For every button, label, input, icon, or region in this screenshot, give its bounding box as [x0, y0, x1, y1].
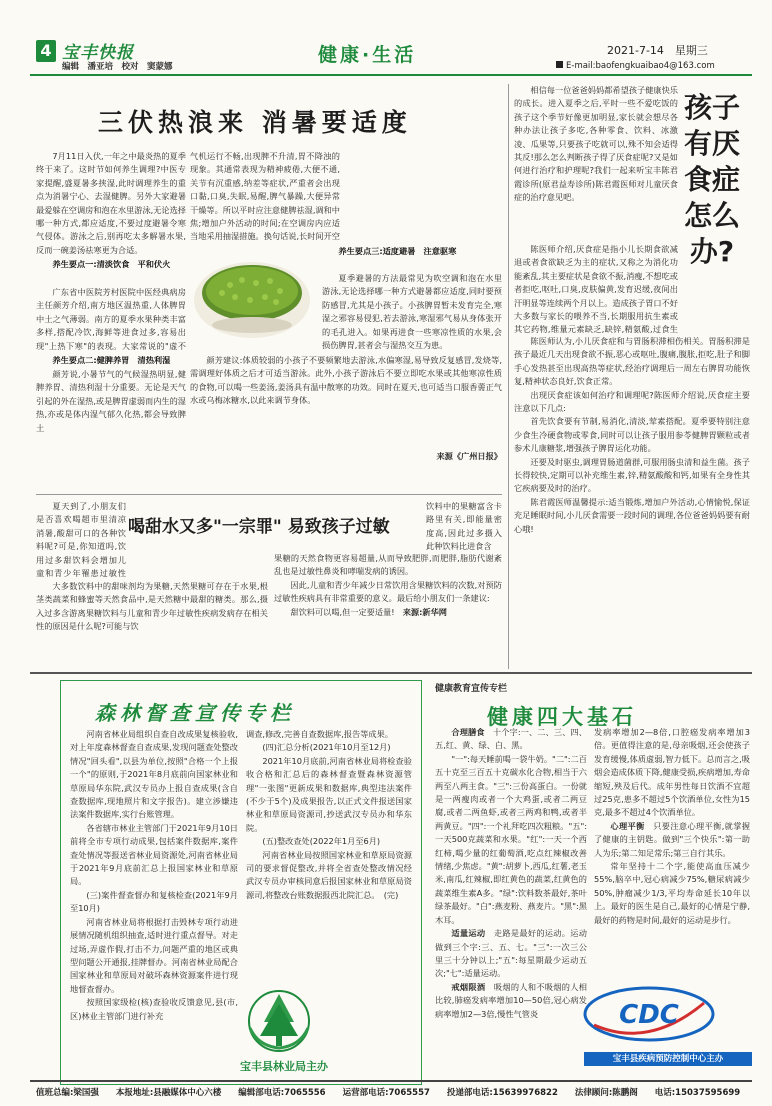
article2-intro: 相信每一位爸爸妈妈都希望孩子健康快乐的成长。进入夏季之后,平时一些不爱吃饭的孩子这个季节好像更加明显,家长就会想尽各种办法让孩子多吃,各种零食、饮料、冰激凌、瓜果等,只要孩子吃就可以,殊不知会适得其反!那么怎么判断孩子得了厌食症呢?又是如何进行治疗和护理呢?我们一起来听宝丰陈君霞诊所(原君益寿诊所)陈君霞医师对儿童厌食症的治疗意见吧。 [514, 85, 678, 203]
header-rule [30, 74, 752, 76]
email-line [556, 61, 715, 71]
article3-lead: 夏天到了,小朋友们是否喜欢喝超市里清凉消暑,酸甜可口的各种饮料呢?可是,你知道吗,饮用过多甜饮料会增加儿童和青少年罹患过敏性 [36, 501, 126, 579]
health-topic-diet: 合理膳食 [451, 727, 485, 737]
forest-col2: 调查,修改,完善自查数据库,报告等成果。 (四)汇总分析(2021年10月至12月) 2021年10月底前,河南省林业局将检查验收合格和汇总后的森林督查暨森林资源管理"一张图"更新成果和数据库,典型违法案件(不少于5个)及成果报告,以正式文件报送国家林业和草原局资源司,抄送武汉专员办和华东院。 (五)整改查处(2022年1月至6月) 河南省林业局按照国家林业和草原局资源司的要求督促整改,并将全省查处整改情况经武汉专员办审核同意后报国家林业和草原局资源司,将整改台账数据报西北院汇总。 (完) [246, 729, 412, 900]
mung-bean-bowl-image [190, 245, 315, 345]
cdc-letters: CDC [619, 1000, 679, 1030]
article3-advice: 甜饮料可以喝,但一定要适量! [290, 606, 395, 617]
health-col2: 发病率增加2—8倍,口腔癌发病率增加3倍。更值得注意的是,母亲吸烟,还会使孩子发育缓慢,体质虚弱,智力低下。总而言之,吸烟会造成体质下降,健康受损,疾病增加,寿命缩短,殃及后代。成年男性每日饮酒不宜超过25克,患多不超过5个饮酒单位,女性为15克,最多不超过4个饮酒单位。 心理平衡 只要注意心理平衡,就掌握了健康的主钥匙。做到"三个快乐":第一助人为乐;第二知足常乐;第三自行其乐。 常年坚持十二个字,能使高血压减少55%,脑卒中,冠心病减少75%,糖尿病减少50%,肿瘤减少1/3,平均寿命延长10年以上。最好的医生是自己,最好的心情是宁静,最好的药物是时间,最好的运动是步行。 [594, 727, 750, 925]
article1-sub3: 养生要点三:适度避暑 注意驱寒 [338, 246, 457, 256]
article1-sub2: 养生要点二:健脾养胃 清热利湿 [52, 355, 171, 365]
article3-col1: 大多数饮料中的甜味剂均为果糖,天然果糖可存在于水果,根茎类蔬菜和蜂蜜等天然食品中,是天然糖中最甜的糖类。那么,摄入过多含游离果糖饮料与儿童和青少年过敏性疾病发病存在相关性的原因是什么呢?可能与饮 [36, 581, 268, 632]
article1-col1e: 颜芳说,小暑节气的气候湿热明显,健脾养胃、清热利湿十分重要。无论是天气引起的外在湿热,或是脾胃虚弱而内生的湿热,亦或是体内湿气郁久化热,都会导致脾土 [36, 369, 186, 433]
footer-rule [30, 1080, 752, 1082]
article2-body: 陈医师认为,小儿厌食症和与胃肠积滞相伤相关。胃肠积滞是孩子最近几天出现食欲不振,恶心或呕吐,腹痛,腹胀,拒吃,肚子和脚手心发热甚至出现高热等症状,经治疗调理后一周左右脾胃功能恢复,精神状态良好,饮食正常。 出现厌食症该如何治疗和调理呢?陈医师介绍说,厌食症主要注意以下几点: 首先饮食要有节制,易消化,清淡,荤素搭配。夏季要特别注意少食生冷硬食物或零食,同时可以让孩子服用参苓健脾胃颗粒或者参术儿康糖浆,增强孩子脾胃运化功能。 还要及时驱虫,调理胃肠道菌群,可服用肠虫清和益生菌。孩子长得较快,定期可以补充维生素,锌,精氨酸酸和钙,如果有全身性其它疾病要及时的治疗。 陈君霞医师温馨提示:适当锻炼,增加户外活动,心情愉悦,保证充足睡眠时间,小儿厌食需要一段时间的调理,各位爸爸妈妈要有耐心哦! [514, 336, 750, 534]
cdc-caption: 宝丰县疾病预防控制中心主办 [584, 1052, 752, 1066]
column-divider [508, 84, 509, 669]
article3-col2-lead: 饮料中的果糖富含卡路里有关,即能量密度高,因此过多摄入此种饮料比进食含 [426, 501, 502, 552]
article3-source: 来源:新华网 [402, 606, 447, 617]
forest-logo-caption: 宝丰县林业局主办 [240, 1060, 328, 1073]
article2-title: 孩子有厌食症怎么办? [684, 91, 741, 268]
editors-line: 编辑 潘亚培 校对 窦蒙娜 [62, 62, 173, 72]
article1-col1b: 广东省中医院芳村医院中医经典病房主任颜芳介绍,南方地区温热重,人体脾胃中土之气薄弱。南方的夏季水果种类丰富多样,搭配冷饮,海鲜等进食过多,容易出现"上热下寒"的表现。大家常说的"虚不 [36, 287, 186, 351]
article3-title: 喝甜水又多"一宗罪" 易致孩子过敏 [128, 517, 390, 537]
issue-date: 2021-7-14 星期三 [607, 44, 708, 57]
article1-sub1: 养生要点一:清淡饮食 平和伏火 [52, 259, 171, 269]
article1-col3-body2: 颜芳建议:体质较弱的小孩子不要频繁地去游泳,水偏寒湿,易导致反复感冒,发烧等,需调理好体质之后才可适当游泳。此外,小孩子游泳后不要立即吃水果或其他寒凉性质的食物,可以喝一些姜汤,姜汤具有温中散寒的功效。同时在夏天,也可适当口服香薷正气水或乌梅冰糖水,以此来调节身体。 [190, 355, 502, 406]
cdc-logo-icon [580, 983, 718, 1045]
forest-column-title: 森林督查宣传专栏 [95, 701, 295, 725]
forestry-logo-icon [238, 988, 320, 1054]
square-bullet-icon [556, 61, 563, 68]
article1-col2-top: 气机运行不畅,出现脾不升清,胃不降浊的现象。其通常表现为精神疲倦,大便不通,关节有沉重感,纳差等症状,严重者会出现口黏,口臭,失眠,易醒,脾气暴躁,大便异常干燥等。所以平时应注意健脾祛湿,调和中焦;增加户外活动的时间;在空调房内应适当地采用抽湿措施。换句话说,长时间开空 [190, 151, 340, 242]
email-text: E-mail:baofengkuaibao4@163.com [566, 61, 715, 71]
mid-rule [30, 672, 752, 674]
health-col1: 合理膳食 十个字:一、二、三、四、五,红、黄、绿、白、黑。 "一":每天睡前喝一袋牛奶。"二":二百五十克至三百五十克碳水化合物,相当于六两至八两主食。"三":三份高蛋白。一份就是一两瘦肉或者一个大鸡蛋,或者二两豆腐,或者二两鱼虾,或者三两鸡和鸭,或者半两黄豆。"四":一个礼拜吃四次粗粮。"五":一天500克蔬菜和水果。"红":一天一个西红柿,喝少量的红葡萄酒,吃点红辣椒改善情绪,少焦虑。"黄":胡萝卜,西瓜,红薯,老玉米,南瓜,红辣椒,即红黄色的蔬菜,红黄色的蔬菜维生素A多。"绿":饮料数茶最好,茶叶绿茶最好。"白":燕麦粉、燕麦片。"黑":黑木耳。 适量运动 走路是最好的运动。运动做到三个字:三、五、七。"三":一次三公里三十分钟以上;"五":每星期最少运动五次;"七":适量运动。 戒烟限酒 吸烟的人和不吸烟的人相比较,肺癌发病率增加10—50倍,冠心病发病率增加2—3倍,慢性气管炎 [435, 727, 587, 1019]
article3-col2: 果糖的天然食物更容易超量,从而导致肥胖,而肥胖,脂肪代谢紊乱也是过敏性鼻炎和哮喘发病的诱因。 因此,儿童和青少年减少日常饮用含果糖饮料的次数,对预防过敏性疾病具有非常重要的意义。最后给小朋友们一条建议: 甜饮料可以喝,但一定要适量! 来源:新华网 [274, 553, 502, 617]
health-kicker: 健康教育宣传专栏 [435, 684, 508, 694]
footer-info: 值班总编:梁国强 本报地址:县融媒体中心六楼 编辑部电话:7065556 运营部电话:7065557 投递部电话:15639976822 法律顾问:陈鹏阁 电话:15037595699 [36, 1088, 741, 1098]
health-topic-exercise: 适量运动 [451, 928, 486, 939]
article1-col3-sub [322, 245, 502, 269]
forest-col1: 河南省林业局组织自查自改成果复核验收,对上年度森林督查自查成果,发现问题查处整改情况"回头看",以县为单位,按照"合格一个上报一个"的原则,于2021年8月底前向国家林业和草原局华东院,武汉专员办上报自查成果(含自查数据库,现地照片和文字报告)。建立涉嫌违法案件数据库,实行台账管理。 各省辖市林业主管部门于2021年9月10日前将全市专项行动成果,包括案件数据库,案件查处情况等报送省林业局资源处,河南省林业局于2021年9月底前汇总上报国家林业和草原局。 (三)案件督查督办和复核检查(2021年9月至10月) 河南省林业局将根据打击毁林专项行动进展情况随机组织抽查,适时进行重点督导。对走过场,弄虚作假,打击不力,问题严重的地区或典型问题公开通报,挂牌督办。河南省林业局配合国家林业和草原局对破坏森林资源案件进行现地督查督办。 按照国家级检(核)查验收反馈意见,县(市,区)林业主管部门进行补充 [70, 729, 238, 1021]
health-topic-mental: 心理平衡 [610, 820, 645, 831]
article1-source: 来源《广州日报》 [436, 451, 502, 461]
page-number: 4 [36, 40, 56, 62]
article1-col3-body: 夏季避暑的方法最常见为吹空调和泡在水里游泳,无论选择哪一种方式避暑都应适度,同时要预防感冒,尤其是小孩子。小孩脾胃暂未发育完全,寒湿之邪容易侵犯,若去游泳,寒湿邪气易从身体张开的毛孔进入。如果再进食一些寒凉性质的水果,会损伤脾胃,甚者会与湿热交互为患。 [322, 273, 502, 351]
health-topic-smoking: 戒烟限酒 [451, 981, 486, 992]
health-column-title: 健康四大基石 [487, 705, 637, 729]
article2-p2: 陈医师介绍,厌食症是指小儿长期食欲减退或者食欲缺乏为主的症状,又称之为消化功能紊乱,其主要症状是食欲不振,消瘦,不想吃或者拒吃,呕吐,口臭,皮肤偏黄,发育迟缓,夜间出汗明显等连续两个月以上。造成孩子胃口不好大多数与家长的喂养不当,长期服用抗生素或其它药物,维量元素缺乏,缺锌,精氨酸,过食生 [514, 244, 678, 335]
article1-intro: 7月11日入伏,一年之中最炎热的夏季终于来了。这时节如何养生调理?中医专家提醒,盛夏暑多挟湿,此时调理养生的重点为消暑宁心、去湿健脾。另外大家避暑最爱躲在空调房和泡在水里游泳,无论选择哪一种方式,都应适度,不要过度避暑令寒气侵体。游泳之后,别再吃太多解暑水果,反而一碗姜汤祛寒更为合适。 [36, 151, 186, 255]
article3-top-rule [36, 494, 502, 495]
section-title: 健康·生活 [318, 44, 417, 66]
article1-title: 三伏热浪来 消暑要适度 [98, 108, 412, 137]
newspaper-logo: 宝丰快报 [62, 43, 134, 63]
